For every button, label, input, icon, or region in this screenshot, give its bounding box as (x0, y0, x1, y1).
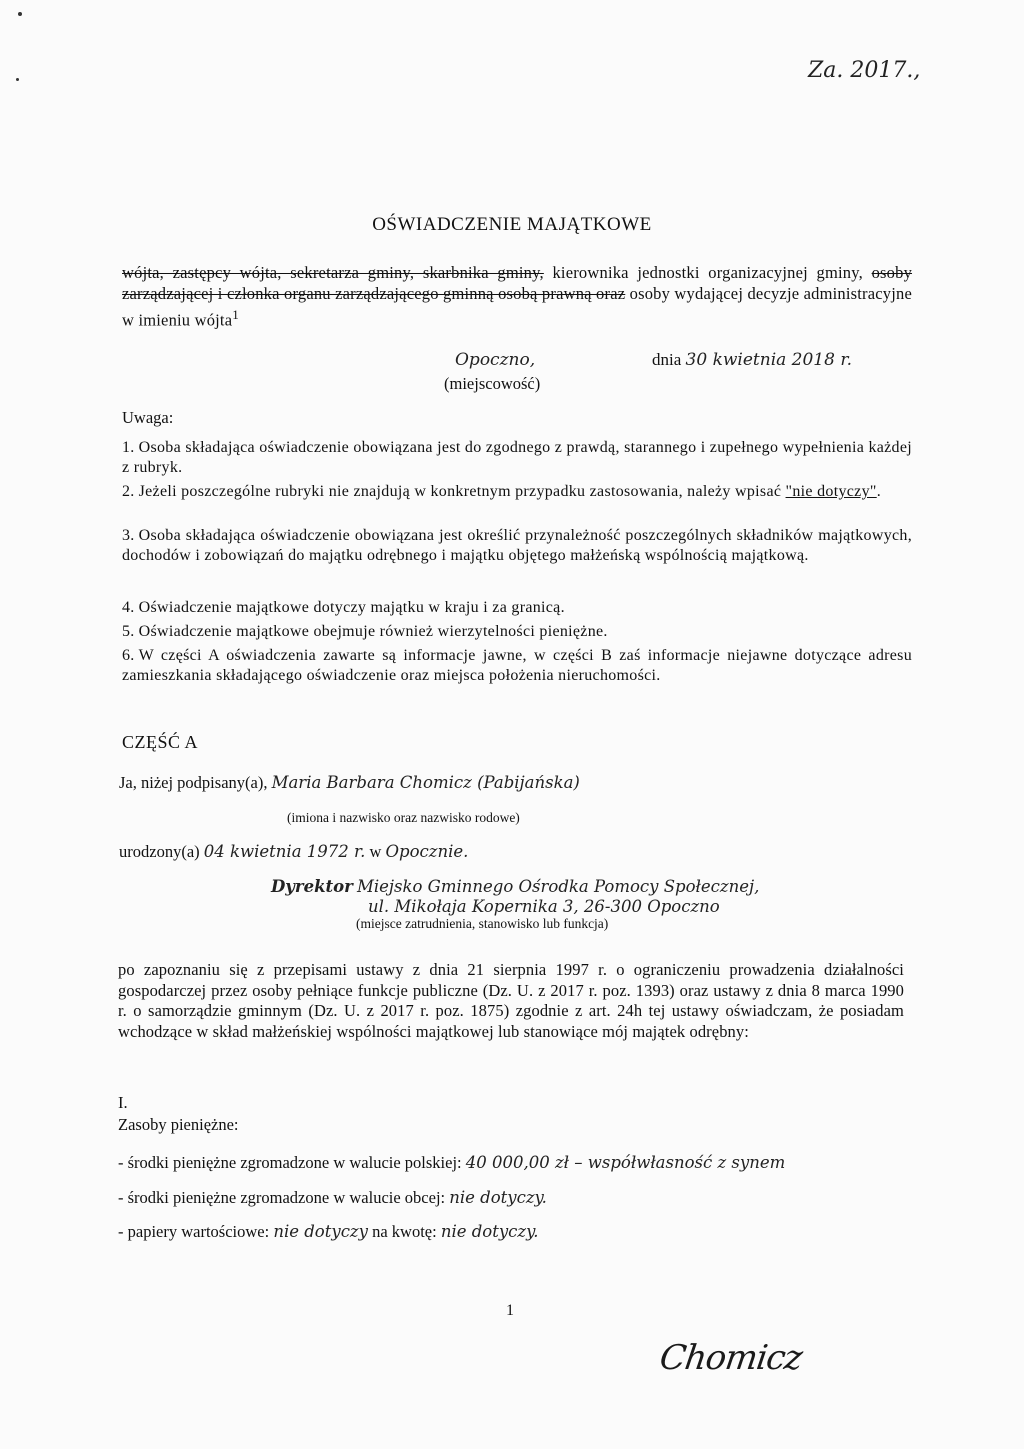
note-item (122, 598, 912, 618)
notes-heading: Uwaga: (122, 408, 174, 427)
asset-value: nie dotyczy. (449, 1188, 547, 1207)
note-item (122, 622, 912, 642)
position-employer: Miejsko Gminnego Ośrodka Pomocy Społecznej, (356, 877, 760, 896)
date-row (652, 350, 852, 370)
asset-label: - papiery wartościowe: (118, 1222, 270, 1241)
note-item (122, 438, 912, 478)
note-text: W części A oświadczenia zawarte są informacje jawne, w części B zaś informacje niejawne dotyczące adresu zamieszkania składającego oświadczenie oraz miejsca położenia nieruchomości. (122, 647, 912, 684)
asset-value-2: nie dotyczy. (440, 1222, 539, 1241)
note-text: Jeżeli poszczególne rubryki nie znajdują w konkretnym przypadku zastosowania, należy wpisać (138, 483, 786, 500)
position-caption: (miejsce zatrudnienia, stanowisko lub funkcja) (356, 916, 609, 931)
scan-speck (18, 12, 22, 16)
asset-label: - środki pieniężne zgromadzone w walucie polskiej: (118, 1153, 462, 1172)
note-number: 2. (122, 483, 135, 500)
footnote-marker: 1 (232, 307, 239, 322)
struck-text: osoby zarządzającej i członka organu zarządzającego gminną osobą prawną oraz (122, 263, 913, 303)
signature (657, 1338, 804, 1378)
handwritten-annotation: Za. 2017., (808, 58, 921, 83)
note-number: 4. (122, 599, 135, 616)
birth-label: urodzony(a) (119, 842, 200, 861)
intro-text: osoby wydającej decyzje administracyjne w imieniu wójta (122, 284, 912, 330)
note-item (122, 526, 912, 566)
asset-row (118, 1221, 538, 1242)
asset-label-2: na kwotę: (372, 1222, 437, 1241)
signatory-label: Ja, niżej podpisany(a), (119, 773, 268, 792)
intro-text: kierownika jednostki organizacyjnej gminy, (543, 263, 872, 282)
note-underlined: "nie dotyczy" (785, 483, 877, 500)
part-a-heading: CZĘŚĆ A (122, 732, 199, 752)
document-title: OŚWIADCZENIE MAJĄTKOWE (372, 214, 652, 235)
note-item (122, 482, 912, 502)
position-title: Dyrektor (271, 877, 353, 896)
struck-text: wójta, zastępcy wójta, sekretarza gminy, skarbnika gminy, (122, 263, 544, 282)
position-address: ul. Mikołaja Kopernika 3, 26-300 Opoczno (368, 897, 720, 916)
section-numeral: I. (118, 1093, 128, 1112)
birth-in: w (369, 842, 382, 861)
birth-date: 04 kwietnia 1972 r. (203, 842, 366, 861)
note-number: 1. (122, 439, 135, 456)
place-caption: (miejscowość) (444, 374, 541, 393)
note-number: 6. (122, 647, 135, 664)
asset-label: - środki pieniężne zgromadzone w walucie obcej: (118, 1188, 446, 1207)
signatory-row (119, 772, 580, 793)
note-item (122, 646, 912, 686)
asset-value: nie dotyczy (273, 1222, 368, 1241)
note-text: Oświadczenie majątkowe dotyczy majątku w kraju i za granicą. (138, 599, 565, 616)
asset-row (118, 1152, 785, 1173)
section-heading: Zasoby pieniężne: (118, 1115, 239, 1134)
intro-paragraph (122, 262, 912, 331)
note-number: 5. (122, 623, 135, 640)
note-text: Oświadczenie majątkowe obejmuje również wierzytelności pieniężne. (138, 623, 608, 640)
note-text: Osoba składająca oświadczenie obowiązana jest określić przynależność poszczególnych składników majątkowych, dochodów i zobowiązań do majątku odrębnego i majątku objętego małżeńską wspólnością majątkową. (122, 527, 912, 564)
asset-value: 40 000,00 zł – współwłasność z synem (465, 1153, 786, 1172)
note-text: . (876, 483, 882, 500)
place-value: Opoczno, (455, 350, 536, 370)
page-number: 1 (506, 1302, 514, 1319)
birth-place: Opocznie. (385, 842, 469, 861)
legal-statement: po zapoznaniu się z przepisami ustawy z dnia 21 sierpnia 1997 r. o ograniczeniu prowadzenia działalności gospodarczej przez osoby pełniące funkcje publiczne (Dz. U. z 2017 r. poz. 1393) oraz ustawy z dnia 8 marca 1990 r. o samorządzie gminnym (Dz. U. z 2017 r. poz. 1875) zgodnie z art. 24h tej ustawy oświadczam, że posiadam wchodzące w skład małżeńskiej wspólności majątkowej lub stanowiące mój majątek odrębny: (118, 960, 904, 1041)
birth-row (119, 841, 468, 862)
scan-speck (16, 78, 19, 81)
position-row (271, 876, 759, 897)
note-text: Osoba składająca oświadczenie obowiązana jest do zgodnego z prawdą, starannego i zupełnego wypełnienia każdej z rubryk. (122, 439, 912, 476)
asset-row (118, 1187, 547, 1208)
name-caption: (imiona i nazwisko oraz nazwisko rodowe) (287, 810, 520, 825)
date-value: 30 kwietnia 2018 r. (685, 350, 853, 370)
signatory-value: Maria Barbara Chomicz (Pabijańska) (271, 773, 580, 792)
date-label: dnia (652, 350, 682, 369)
note-number: 3. (122, 527, 135, 544)
signature-text: Chomicz (657, 1338, 805, 1378)
